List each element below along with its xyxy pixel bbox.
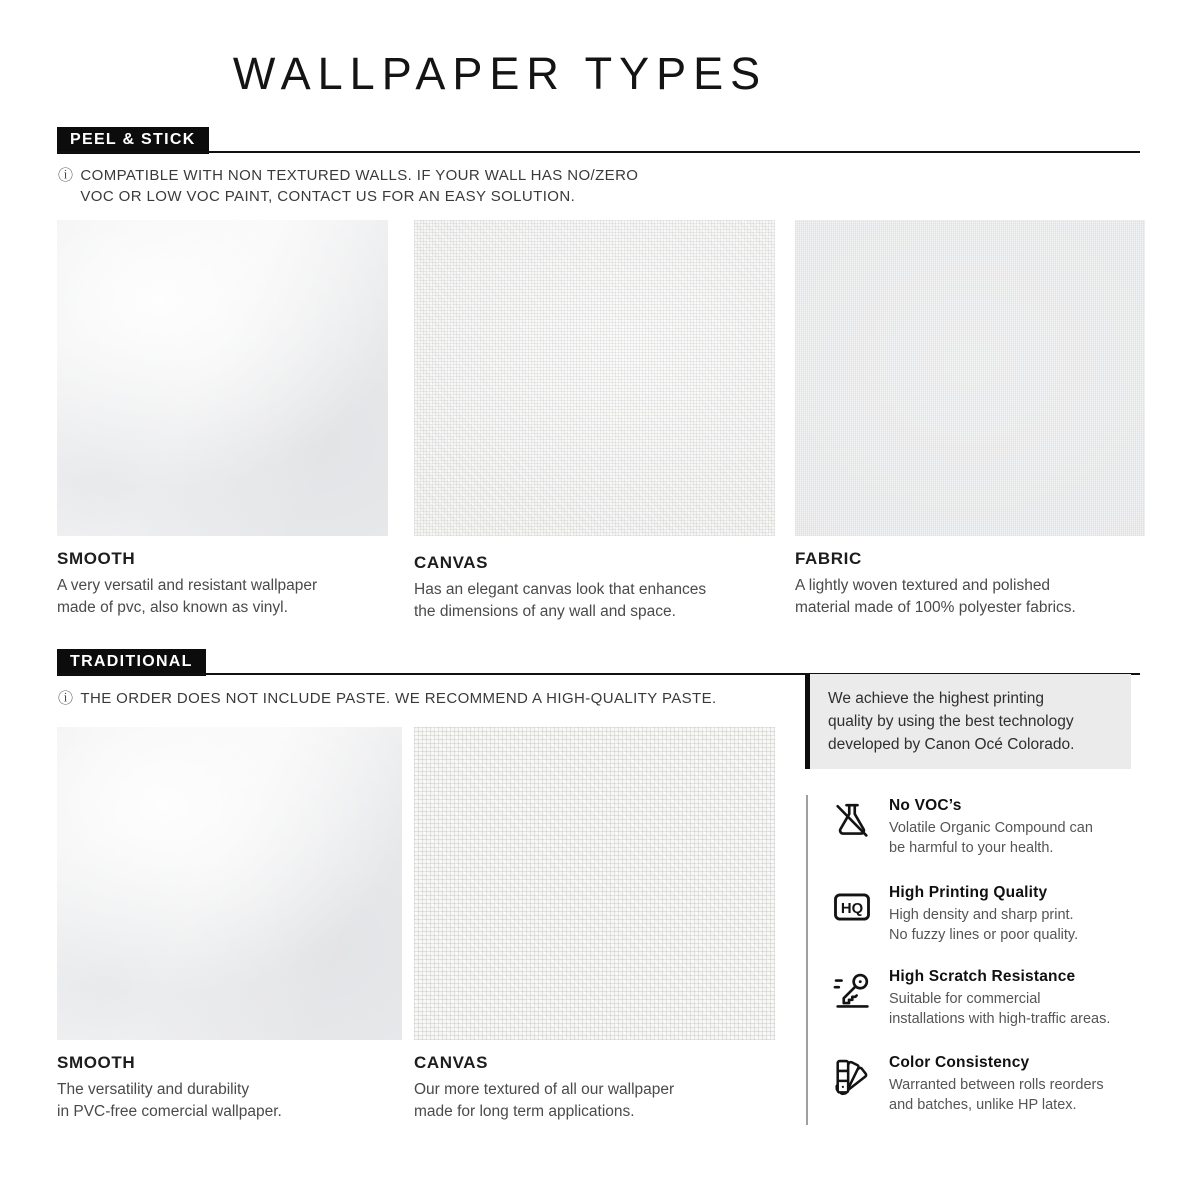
note-line: COMPATIBLE WITH NON TEXTURED WALLS. IF YOUR WALL HAS NO/ZERO — [80, 167, 639, 184]
note-line: THE ORDER DOES NOT INCLUDE PASTE. WE RECOMMEND A HIGH-QUALITY PASTE. — [80, 690, 717, 707]
smooth-texture-sample — [57, 727, 402, 1040]
swatch-label: FABRIC — [795, 549, 862, 568]
canvas-texture-sample — [414, 727, 775, 1040]
color-swatch-fan-icon — [830, 1055, 874, 1099]
info-icon: ⓘ — [58, 167, 74, 184]
card-peel-stick-smooth — [57, 220, 388, 619]
feature-no-voc — [830, 797, 1142, 858]
feature-color-consistency — [830, 1054, 1142, 1115]
traditional-note — [58, 688, 717, 709]
section-tag-peel-stick: PEEL & STICK — [57, 127, 209, 154]
section-tag-traditional: TRADITIONAL — [57, 649, 206, 676]
feature-description: High density and sharp print. No fuzzy lines or poor quality. — [889, 907, 1079, 943]
swatch-description: A very versatil and resistant wallpaper made of pvc, also known as vinyl. — [57, 577, 318, 616]
swatch-description: The versatility and durability in PVC-free comercial wallpaper. — [57, 1081, 282, 1120]
feature-high-printing-quality — [830, 884, 1142, 945]
swatch-label: CANVAS — [414, 1053, 489, 1072]
swatch-label: SMOOTH — [57, 549, 136, 568]
feature-title: High Scratch Resistance — [889, 968, 1076, 985]
svg-text:HQ: HQ — [840, 901, 864, 918]
feature-description: Warranted between rolls reorders and batches, unlike HP latex. — [889, 1077, 1104, 1113]
swatch-description: Our more textured of all our wallpaper made for long term applications. — [414, 1081, 675, 1120]
note-line: VOC OR LOW VOC PAINT, CONTACT US FOR AN EASY SOLUTION. — [80, 188, 576, 205]
scratch-resistance-key-icon — [830, 969, 874, 1013]
card-peel-stick-fabric — [795, 220, 1145, 619]
swatch-label: CANVAS — [414, 553, 489, 572]
swatch-label: SMOOTH — [57, 1053, 136, 1072]
feature-description: Suitable for commercial installations with high-traffic areas. — [889, 991, 1111, 1027]
feature-title: No VOC’s — [889, 797, 962, 814]
printing-quality-quote: We achieve the highest printing quality by using the best technology developed by Canon Océ Colorado. — [805, 674, 1131, 769]
page-title: WALLPAPER TYPES — [232, 48, 768, 99]
feature-title: High Printing Quality — [889, 884, 1048, 901]
feature-title: Color Consistency — [889, 1054, 1030, 1071]
canvas-texture-sample — [414, 220, 775, 536]
info-icon: ⓘ — [58, 690, 74, 707]
swatch-description: Has an elegant canvas look that enhances the dimensions of any wall and space. — [414, 581, 707, 620]
section-rule — [57, 151, 1140, 153]
features-divider-line — [806, 795, 808, 1125]
smooth-texture-sample — [57, 220, 388, 536]
hq-badge-icon — [830, 885, 874, 929]
swatch-description: A lightly woven textured and polished material made of 100% polyester fabrics. — [795, 577, 1076, 616]
card-traditional-smooth — [57, 727, 402, 1123]
feature-high-scratch-resistance — [830, 968, 1142, 1029]
fabric-texture-sample — [795, 220, 1145, 536]
card-peel-stick-canvas — [414, 220, 775, 623]
card-traditional-canvas — [414, 727, 775, 1123]
peel-stick-note — [58, 165, 638, 207]
feature-description: Volatile Organic Compound can be harmful to your health. — [889, 820, 1093, 856]
no-voc-icon — [830, 798, 874, 842]
